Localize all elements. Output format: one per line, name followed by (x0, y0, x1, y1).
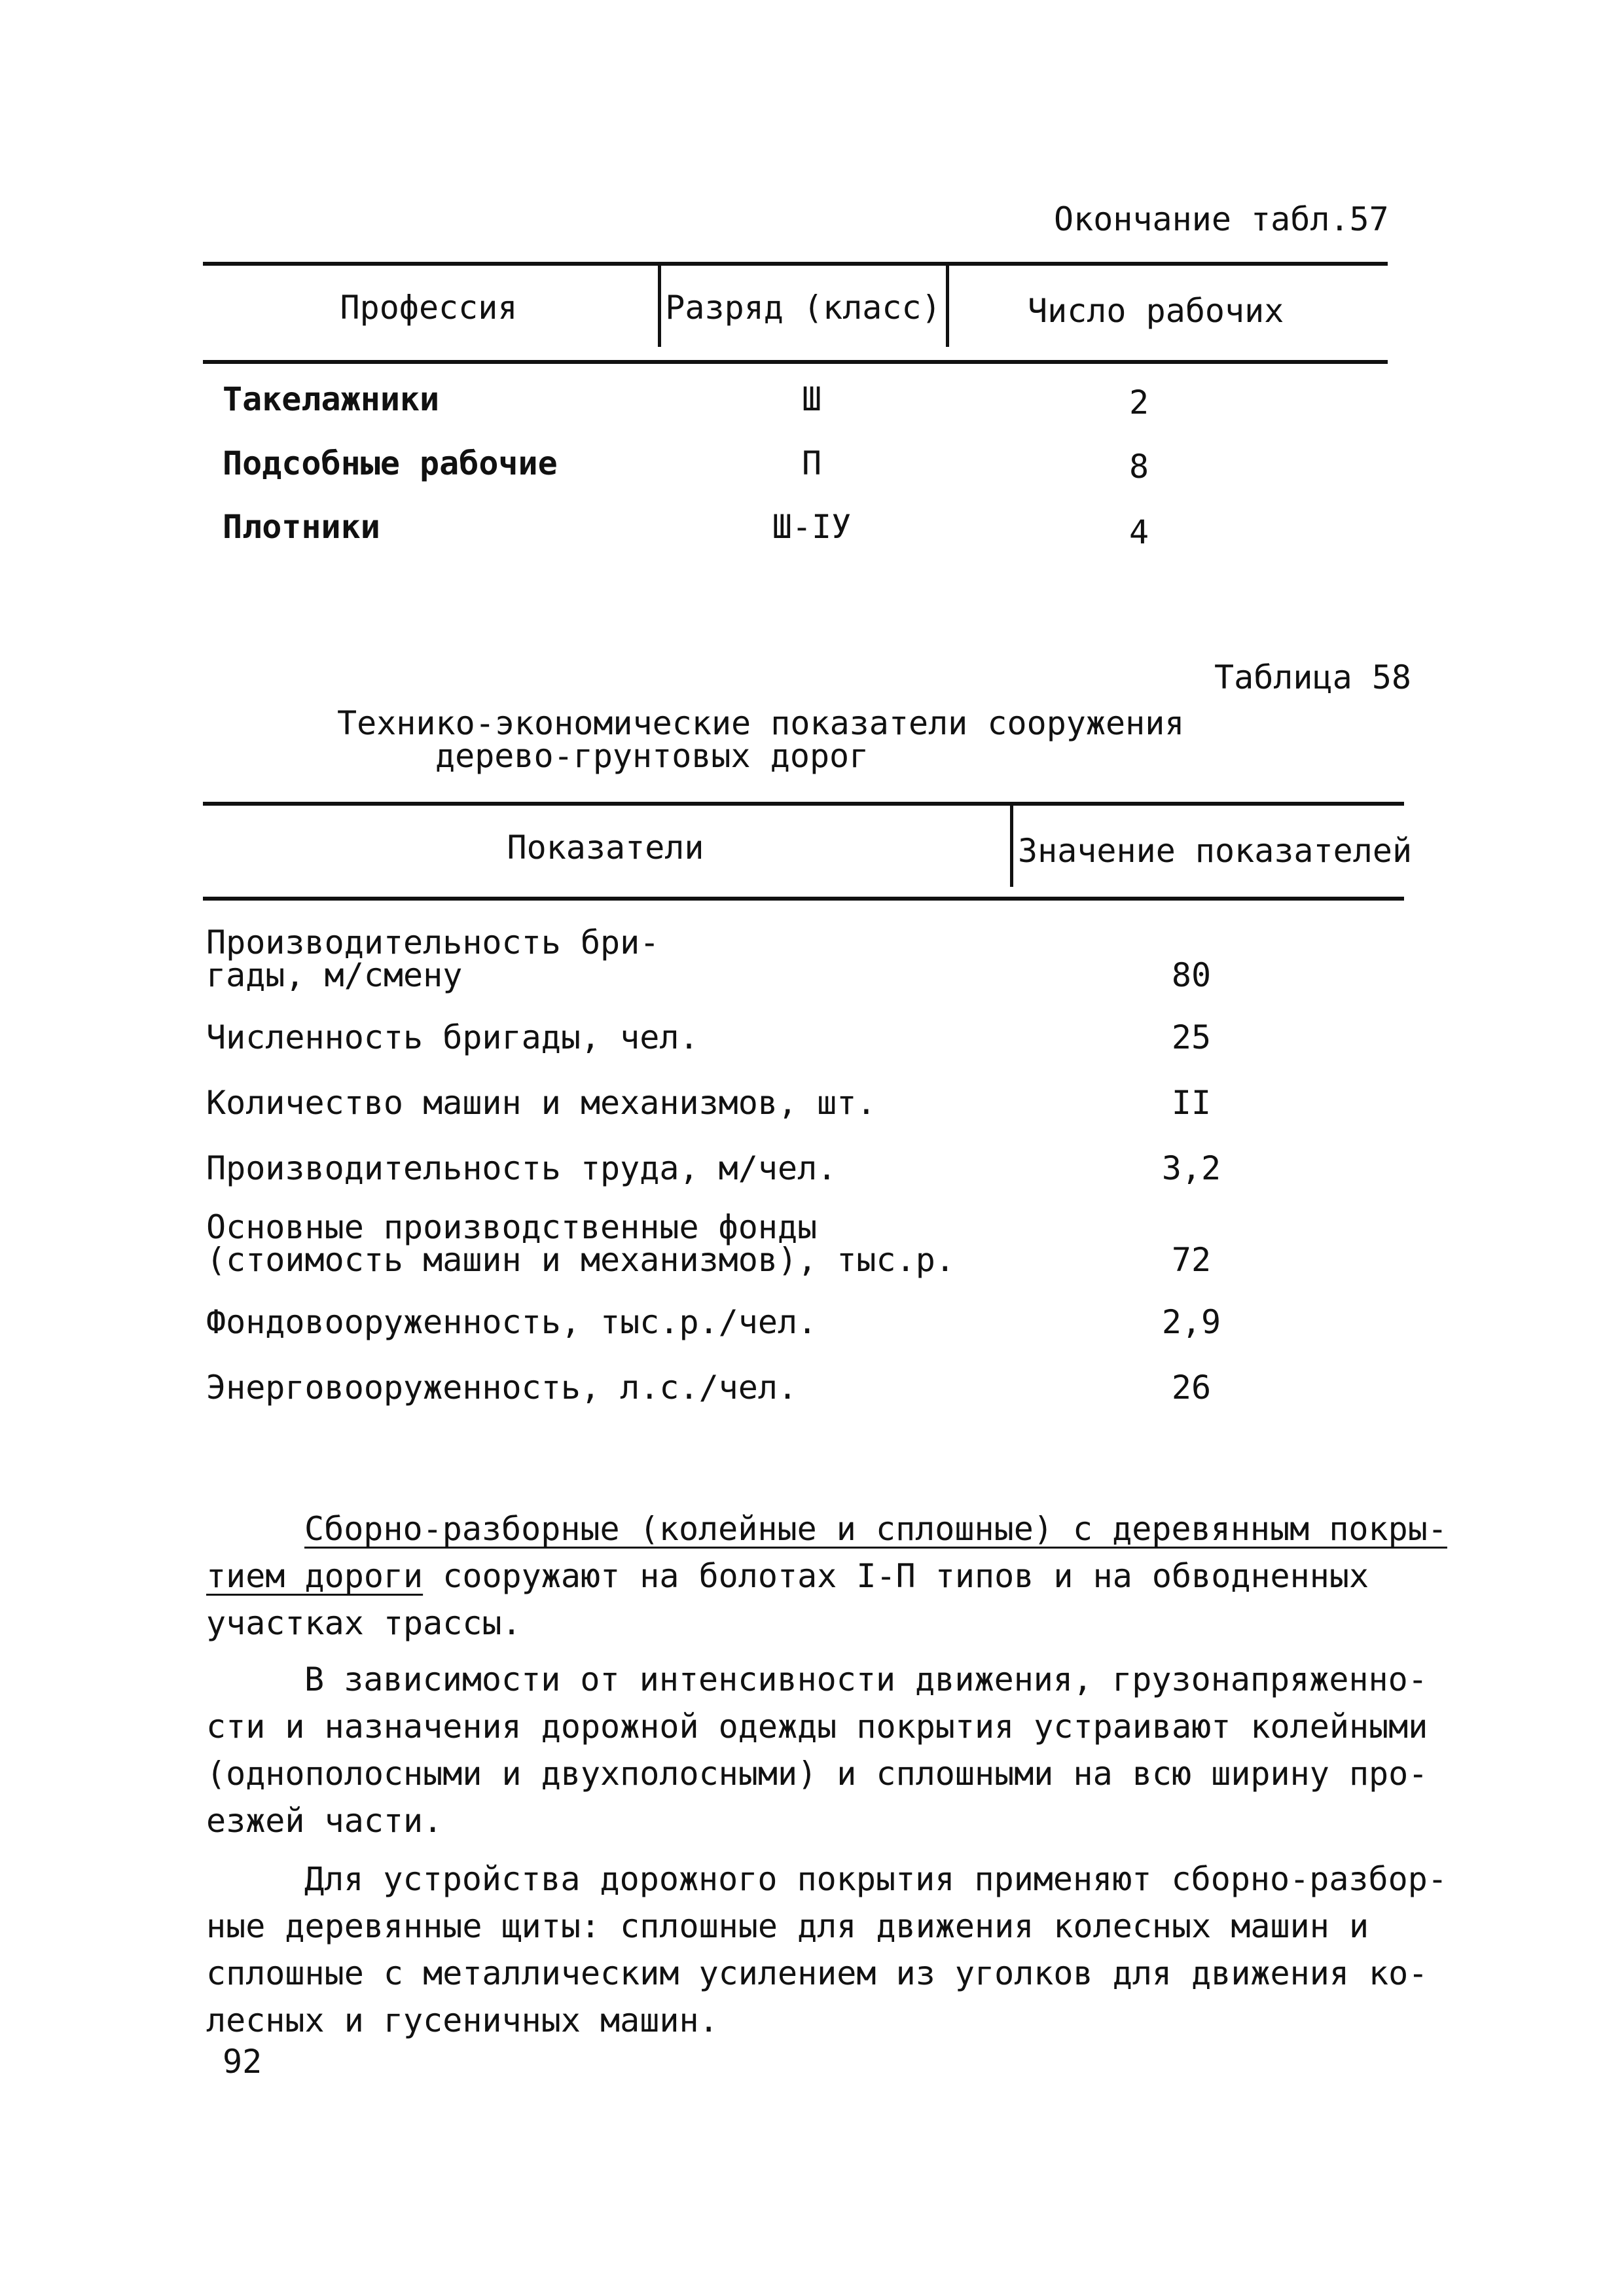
table57-cell-profession: Подсобные рабочие (223, 444, 558, 482)
table57-top-rule (203, 262, 1388, 266)
table57-cell-grade: Ш-IУ (772, 508, 852, 546)
table58-cell-value: 25 (1171, 1018, 1212, 1056)
paragraph-heading-cont: тием дороги (206, 1557, 424, 1595)
table58-top-rule (203, 802, 1404, 806)
table58-header-value: Значение показателей (1018, 832, 1413, 870)
table57-cell-profession: Такелажники (223, 380, 440, 418)
table57-header-profession: Профессия (340, 289, 518, 327)
paragraph-heading: Сборно-разборные (колейные и сплошные) с деревянным покры- (304, 1510, 1447, 1548)
table57-header-rule (203, 360, 1388, 364)
table58-cell-indicator-cont: гады, м/смену (206, 956, 463, 994)
body-paragraph-1 (206, 1505, 1447, 1647)
table57-cell-grade: Ш (801, 380, 822, 418)
table57-cell-workers: 8 (1128, 448, 1149, 486)
table58-header-indicator: Показатели (507, 829, 704, 867)
table57-cell-profession: Плотники (223, 508, 380, 546)
table58-header-rule (203, 897, 1404, 901)
table58-cell-indicator: Численность бригады, чел. (206, 1018, 699, 1056)
body-paragraph-3 (206, 1856, 1447, 2044)
table58-cell-indicator: Количество машин и механизмов, шт. (206, 1084, 876, 1122)
table57-cell-grade: П (801, 444, 822, 482)
table57-cell-workers: 4 (1128, 513, 1149, 551)
paragraph-text: участках трассы. (206, 1604, 522, 1642)
paragraph-text: сти и назначения дорожной одежды покрытия устраивают колейными (206, 1708, 1428, 1746)
table57-cell-workers: 2 (1128, 384, 1149, 422)
table58-cell-value: 80 (1171, 956, 1212, 994)
table57-caption: Окончание табл.57 (1054, 200, 1389, 238)
table58-col-divider (1010, 802, 1013, 887)
page-number: 92 (223, 2043, 262, 2081)
paragraph-text: ные деревянные щиты: сплошные для движения колесных машин и (206, 1907, 1369, 1945)
table58-cell-indicator: Фондовооруженность, тыс.р./чел. (206, 1303, 818, 1341)
body-paragraph-2 (206, 1656, 1437, 1844)
table58-cell-indicator: Основные производственные фонды (206, 1208, 818, 1246)
table58-cell-indicator: Производительность бри- (206, 924, 660, 961)
table58-cell-value: II (1171, 1084, 1212, 1122)
table58-cell-indicator-cont: (стоимость машин и механизмов), тыс.р. (206, 1241, 955, 1279)
paragraph-text: (однополосными и двухполосными) и сплошными на всю ширину про- (206, 1755, 1428, 1793)
table57-col-divider-2 (946, 262, 949, 347)
table58-cell-indicator: Производительность труда, м/чел. (206, 1149, 837, 1187)
paragraph-text: езжей части. (206, 1802, 443, 1840)
paragraph-text: В зависимости от интенсивности движения, грузонапряженно- (304, 1660, 1428, 1698)
table58-cell-value: 3,2 (1161, 1149, 1221, 1187)
table57-header-workers: Число рабочих (1028, 292, 1284, 330)
table58-title-line2: дерево-грунтовых дорог (435, 737, 869, 775)
paragraph-text: сплошные с металлическим усилением из уголков для движения ко- (206, 1954, 1428, 1992)
paragraph-text: лесных и гусеничных машин. (206, 2001, 719, 2039)
table58-cell-value: 2,9 (1161, 1303, 1221, 1341)
table58-cell-indicator: Энерговооруженность, л.с./чел. (206, 1369, 798, 1407)
table58-cell-value: 72 (1171, 1241, 1212, 1279)
table58-label: Таблица 58 (1214, 658, 1412, 696)
table58-title-line1: Технико-экономические показатели сооружения (337, 704, 1185, 742)
table57-col-divider-1 (658, 262, 661, 347)
table57-header-grade: Разряд (класс) (665, 289, 941, 327)
paragraph-text: Для устройства дорожного покрытия применяют сборно-разбор- (304, 1860, 1447, 1898)
table58-cell-value: 26 (1171, 1369, 1212, 1407)
paragraph-text: сооружают на болотах I-П типов и на обводненных (423, 1557, 1369, 1595)
